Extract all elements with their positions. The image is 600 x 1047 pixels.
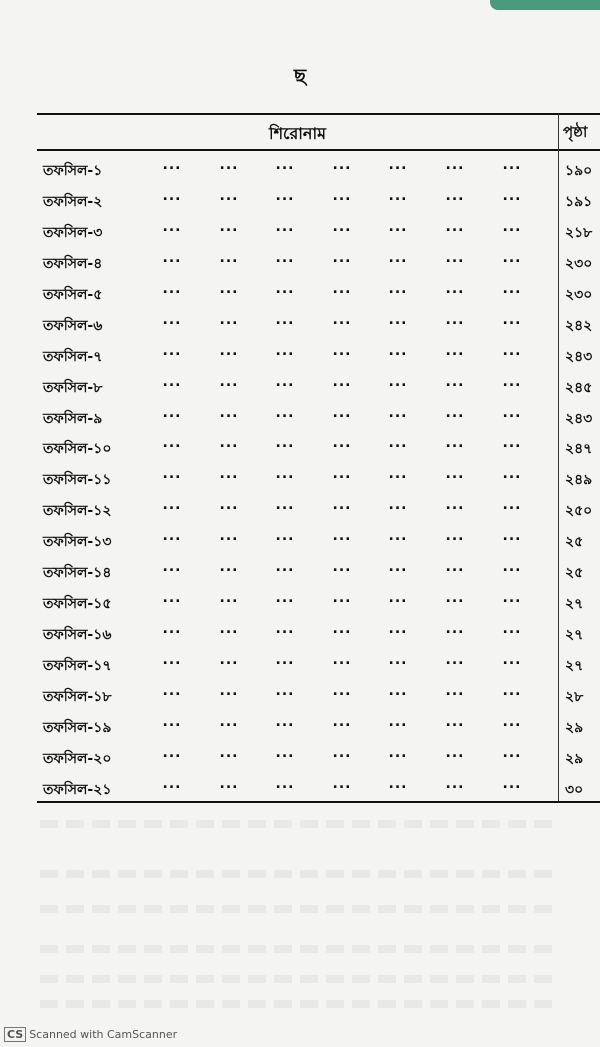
contents-table — [37, 113, 600, 803]
row-page-number: ২৭ — [565, 596, 584, 613]
row-page-number: ২৫০ — [565, 503, 593, 520]
leader-dot: ... — [162, 280, 182, 297]
row-page-number: ২৮ — [565, 688, 584, 705]
leader-dot: ... — [275, 559, 295, 576]
leader-dot: ... — [445, 249, 465, 266]
leader-dot: ... — [445, 559, 465, 576]
leader-dot: ... — [162, 311, 182, 328]
leader-dot: ... — [502, 249, 522, 266]
leader-dot: ... — [275, 249, 295, 266]
leader-dot: ... — [502, 682, 522, 699]
leader-dot: ... — [332, 249, 352, 266]
leader-dot: ... — [445, 621, 465, 638]
leader-dot: ... — [332, 280, 352, 297]
leader-dot: ... — [445, 342, 465, 359]
leader-dots — [157, 281, 532, 301]
leader-dot: ... — [388, 744, 408, 761]
leader-dot: ... — [502, 404, 522, 421]
leader-dot: ... — [332, 559, 352, 576]
page-number-letter: ছ — [293, 64, 307, 88]
table-row — [37, 493, 600, 524]
leader-dot: ... — [388, 775, 408, 792]
table-row — [37, 741, 600, 772]
leader-dot: ... — [388, 249, 408, 266]
leader-dot: ... — [162, 404, 182, 421]
table-row — [37, 246, 600, 277]
table-row — [37, 617, 600, 648]
leader-dot: ... — [388, 621, 408, 638]
row-page-number: ২১৮ — [565, 224, 593, 241]
leader-dot: ... — [275, 373, 295, 390]
leader-dot: ... — [275, 621, 295, 638]
leader-dot: ... — [388, 682, 408, 699]
leader-dots — [157, 157, 532, 177]
leader-dots — [157, 435, 532, 455]
leader-dot: ... — [219, 157, 239, 173]
leader-dot: ... — [332, 373, 352, 390]
leader-dot: ... — [275, 528, 295, 545]
leader-dot: ... — [162, 775, 182, 792]
leader-dot: ... — [219, 466, 239, 483]
leader-dot: ... — [219, 218, 239, 235]
leader-dot: ... — [332, 435, 352, 452]
leader-dot: ... — [219, 497, 239, 514]
leader-dot: ... — [275, 187, 295, 204]
leader-dot: ... — [219, 342, 239, 359]
table-rows — [37, 153, 600, 803]
leader-dot: ... — [332, 713, 352, 730]
scanner-text: Scanned with CamScanner — [29, 1028, 178, 1041]
row-page-number: ২৫ — [565, 534, 584, 551]
leader-dot: ... — [275, 497, 295, 514]
row-label: তফসিল-৯ — [43, 410, 103, 427]
row-page-number: ২৯ — [565, 750, 584, 767]
leader-dot: ... — [332, 311, 352, 328]
leader-dot: ... — [388, 373, 408, 390]
row-label: তফসিল-১৮ — [43, 688, 112, 705]
leader-dot: ... — [332, 157, 352, 173]
leader-dot: ... — [162, 682, 182, 699]
row-label: তফসিল-১০ — [43, 441, 112, 458]
row-page-number: ৩০ — [565, 781, 584, 798]
leader-dot: ... — [388, 280, 408, 297]
leader-dot: ... — [275, 713, 295, 730]
leader-dot: ... — [502, 621, 522, 638]
table-top-rule — [37, 113, 600, 115]
leader-dots — [157, 621, 532, 641]
leader-dot: ... — [275, 218, 295, 235]
leader-dot: ... — [445, 590, 465, 607]
row-label: তফসিল-১৪ — [43, 565, 112, 582]
leader-dot: ... — [445, 652, 465, 668]
leader-dot: ... — [445, 528, 465, 545]
leader-dot: ... — [219, 775, 239, 792]
leader-dot: ... — [275, 435, 295, 452]
leader-dot: ... — [162, 713, 182, 730]
table-row — [37, 772, 600, 803]
leader-dot: ... — [502, 466, 522, 483]
leader-dot: ... — [332, 744, 352, 761]
heading-title: শিরোনাম — [269, 124, 326, 143]
leader-dot: ... — [445, 404, 465, 421]
leader-dot: ... — [162, 218, 182, 235]
leader-dot: ... — [445, 280, 465, 297]
leader-dot: ... — [332, 218, 352, 235]
table-row — [37, 153, 600, 184]
row-page-number: ২৪২ — [565, 317, 593, 334]
row-label: তফসিল-৩ — [43, 224, 103, 241]
leader-dot: ... — [332, 621, 352, 638]
table-row — [37, 339, 600, 370]
leader-dot: ... — [219, 713, 239, 730]
leader-dot: ... — [332, 466, 352, 483]
leader-dot: ... — [275, 466, 295, 483]
leader-dot: ... — [275, 157, 295, 173]
leader-dot: ... — [162, 249, 182, 266]
leader-dot: ... — [219, 373, 239, 390]
leader-dot: ... — [162, 559, 182, 576]
leader-dot: ... — [219, 652, 239, 668]
leader-dot: ... — [445, 435, 465, 452]
row-label: তফসিল-১৬ — [43, 627, 112, 644]
row-page-number: ২৪৩ — [565, 348, 593, 365]
leader-dots — [157, 714, 532, 734]
leader-dot: ... — [275, 280, 295, 297]
row-label: তফসিল-১২ — [43, 503, 112, 520]
table-row — [37, 648, 600, 679]
leader-dot: ... — [388, 497, 408, 514]
leader-dot: ... — [219, 249, 239, 266]
leader-dots — [157, 312, 532, 332]
leader-dot: ... — [162, 373, 182, 390]
leader-dot: ... — [162, 652, 182, 668]
leader-dot: ... — [162, 621, 182, 638]
leader-dot: ... — [502, 157, 522, 173]
row-label: তফসিল-৫ — [43, 286, 103, 303]
leader-dot: ... — [162, 497, 182, 514]
leader-dots — [157, 466, 532, 486]
row-page-number: ২৩০ — [565, 255, 593, 272]
leader-dot: ... — [275, 682, 295, 699]
table-row — [37, 524, 600, 555]
leader-dot: ... — [219, 311, 239, 328]
row-label: তফসিল-১ — [43, 163, 103, 179]
row-label: তফসিল-২০ — [43, 750, 112, 767]
leader-dots — [157, 250, 532, 270]
leader-dot: ... — [275, 652, 295, 668]
leader-dot: ... — [388, 187, 408, 204]
table-row — [37, 555, 600, 586]
leader-dot: ... — [502, 218, 522, 235]
row-page-number: ২৪৭ — [565, 441, 593, 458]
leader-dot: ... — [275, 404, 295, 421]
row-page-number: ২৫ — [565, 565, 584, 582]
leader-dot: ... — [162, 157, 182, 173]
leader-dot: ... — [388, 157, 408, 173]
row-label: তফসিল-৮ — [43, 379, 103, 396]
leader-dots — [157, 188, 532, 208]
leader-dot: ... — [388, 342, 408, 359]
table-row — [37, 679, 600, 710]
table-row — [37, 401, 600, 432]
leader-dot: ... — [445, 775, 465, 792]
leader-dot: ... — [332, 497, 352, 514]
leader-dot: ... — [162, 466, 182, 483]
leader-dot: ... — [445, 713, 465, 730]
corner-tab-mark — [490, 0, 600, 10]
leader-dot: ... — [388, 311, 408, 328]
leader-dot: ... — [162, 435, 182, 452]
leader-dot: ... — [502, 713, 522, 730]
leader-dot: ... — [388, 713, 408, 730]
leader-dot: ... — [388, 528, 408, 545]
row-page-number: ২৪৩ — [565, 410, 593, 427]
leader-dots — [157, 219, 532, 239]
table-row — [37, 431, 600, 462]
leader-dots — [157, 652, 532, 672]
leader-dot: ... — [219, 682, 239, 699]
leader-dot: ... — [219, 590, 239, 607]
leader-dot: ... — [502, 744, 522, 761]
row-page-number: ২৪৯ — [565, 472, 593, 489]
table-row — [37, 308, 600, 339]
leader-dot: ... — [332, 682, 352, 699]
row-page-number: ২৪৫ — [565, 379, 593, 396]
table-row — [37, 370, 600, 401]
row-label: তফসিল-১১ — [43, 472, 112, 489]
table-row — [37, 184, 600, 215]
leader-dots — [157, 343, 532, 363]
row-label: তফসিল-৪ — [43, 255, 103, 272]
leader-dot: ... — [445, 187, 465, 204]
table-row — [37, 710, 600, 741]
leader-dot: ... — [445, 373, 465, 390]
leader-dot: ... — [332, 342, 352, 359]
table-row — [37, 462, 600, 493]
leader-dot: ... — [219, 621, 239, 638]
bleed-through-text — [40, 975, 560, 983]
leader-dot: ... — [502, 775, 522, 792]
leader-dot: ... — [219, 744, 239, 761]
bleed-through-text — [40, 820, 560, 828]
leader-dot: ... — [219, 435, 239, 452]
leader-dot: ... — [275, 311, 295, 328]
leader-dots — [157, 559, 532, 579]
leader-dot: ... — [332, 590, 352, 607]
scanner-watermark — [4, 1028, 177, 1041]
leader-dot: ... — [332, 652, 352, 668]
leader-dot: ... — [388, 404, 408, 421]
row-page-number: ২৭ — [565, 658, 584, 674]
leader-dot: ... — [332, 775, 352, 792]
bleed-through-text — [40, 870, 560, 878]
leader-dots — [157, 497, 532, 517]
row-page-number: ১৯১ — [565, 193, 593, 210]
leader-dot: ... — [502, 559, 522, 576]
leader-dot: ... — [502, 590, 522, 607]
leader-dot: ... — [445, 311, 465, 328]
leader-dot: ... — [219, 187, 239, 204]
leader-dot: ... — [388, 435, 408, 452]
leader-dot: ... — [275, 775, 295, 792]
row-label: তফসিল-৭ — [43, 348, 103, 365]
leader-dots — [157, 776, 532, 796]
leader-dot: ... — [445, 744, 465, 761]
leader-dot: ... — [388, 559, 408, 576]
row-label: তফসিল-১৩ — [43, 534, 112, 551]
bleed-through-text — [40, 1000, 560, 1008]
leader-dot: ... — [502, 497, 522, 514]
row-label: তফসিল-২ — [43, 193, 103, 210]
leader-dots — [157, 683, 532, 703]
table-row — [37, 277, 600, 308]
table-header-rule — [37, 149, 600, 151]
leader-dot: ... — [275, 590, 295, 607]
leader-dot: ... — [502, 187, 522, 204]
bleed-through-text — [40, 905, 560, 913]
leader-dot: ... — [219, 404, 239, 421]
leader-dot: ... — [332, 528, 352, 545]
row-label: তফসিল-৬ — [43, 317, 103, 334]
leader-dot: ... — [502, 311, 522, 328]
leader-dots — [157, 374, 532, 394]
leader-dot: ... — [162, 590, 182, 607]
leader-dot: ... — [502, 528, 522, 545]
leader-dot: ... — [219, 559, 239, 576]
leader-dot: ... — [275, 744, 295, 761]
leader-dot: ... — [502, 435, 522, 452]
leader-dot: ... — [502, 342, 522, 359]
leader-dot: ... — [502, 280, 522, 297]
leader-dot: ... — [162, 744, 182, 761]
leader-dot: ... — [445, 218, 465, 235]
row-label: তফসিল-১৯ — [43, 719, 112, 736]
leader-dot: ... — [445, 466, 465, 483]
leader-dot: ... — [445, 497, 465, 514]
leader-dot: ... — [162, 528, 182, 545]
leader-dot: ... — [388, 590, 408, 607]
table-bottom-rule — [37, 801, 600, 803]
heading-page: পৃষ্ঠা — [563, 123, 588, 141]
row-page-number: ১৯০ — [565, 163, 593, 179]
leader-dot: ... — [162, 342, 182, 359]
row-page-number: ২৩০ — [565, 286, 593, 303]
leader-dot: ... — [332, 404, 352, 421]
leader-dot: ... — [219, 528, 239, 545]
leader-dot: ... — [502, 373, 522, 390]
leader-dot: ... — [388, 466, 408, 483]
scanner-badge: CS — [4, 1027, 26, 1042]
leader-dot: ... — [388, 652, 408, 668]
leader-dots — [157, 745, 532, 765]
row-label: তফসিল-২১ — [43, 781, 112, 798]
leader-dot: ... — [332, 187, 352, 204]
leader-dots — [157, 528, 532, 548]
leader-dot: ... — [162, 187, 182, 204]
leader-dot: ... — [388, 218, 408, 235]
leader-dot: ... — [219, 280, 239, 297]
leader-dots — [157, 405, 532, 425]
table-row — [37, 586, 600, 617]
table-row — [37, 215, 600, 246]
bleed-through-text — [40, 945, 560, 953]
leader-dot: ... — [445, 682, 465, 699]
leader-dot: ... — [445, 157, 465, 173]
row-page-number: ২৭ — [565, 627, 584, 644]
row-page-number: ২৯ — [565, 719, 584, 736]
leader-dot: ... — [502, 652, 522, 668]
row-label: তফসিল-১৭ — [43, 658, 112, 674]
leader-dot: ... — [275, 342, 295, 359]
row-label: তফসিল-১৫ — [43, 596, 112, 613]
leader-dots — [157, 590, 532, 610]
